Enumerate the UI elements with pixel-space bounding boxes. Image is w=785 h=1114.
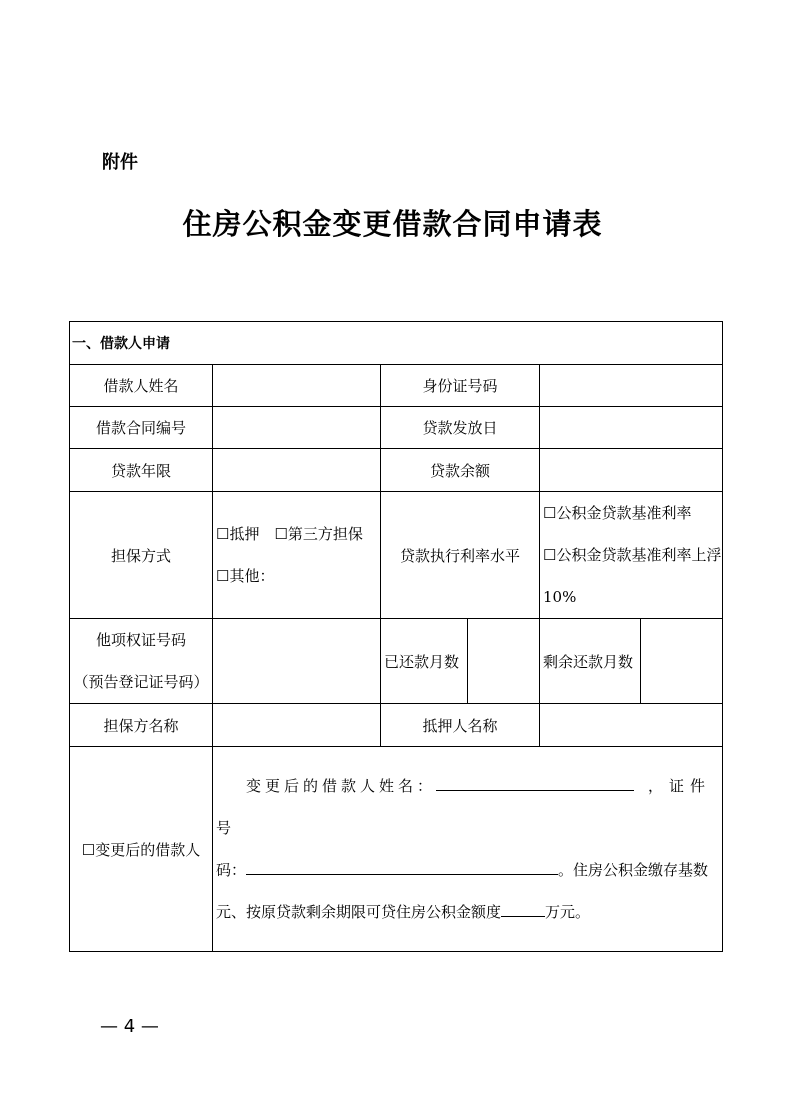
- page-number: — 4 —: [100, 1016, 159, 1037]
- mortgagor-name-label: 抵押人名称: [381, 704, 540, 747]
- id-number-prefix: ，证件号: [216, 777, 712, 837]
- certificate-number-label-line1: 他项权证号码: [95, 631, 186, 649]
- rate-option-base-plus-10[interactable]: ☐公积金贷款基准利率上浮10%: [543, 546, 722, 606]
- loan-balance-label: 贷款余额: [381, 449, 540, 492]
- changed-borrower-details: [213, 747, 723, 952]
- guarantor-name-label: 担保方名称: [70, 704, 213, 747]
- id-number-label: 身份证号码: [381, 365, 540, 407]
- remaining-months-label: 剩余还款月数: [540, 619, 641, 704]
- repaid-months-label: 已还款月数: [381, 619, 468, 704]
- loan-issue-date-label: 贷款发放日: [381, 407, 540, 449]
- guarantee-option-other[interactable]: ☐其他：: [216, 567, 275, 585]
- loan-balance-field[interactable]: [540, 449, 723, 492]
- borrower-name-label: 借款人姓名: [70, 365, 213, 407]
- repaid-months-field[interactable]: [468, 619, 540, 704]
- guarantee-method-options[interactable]: [213, 492, 381, 619]
- section-heading-borrower-application: 一、借款人申请: [70, 322, 723, 365]
- fund-base-label: 。住房公积金缴存基数: [558, 861, 709, 879]
- id-number-field[interactable]: [540, 365, 723, 407]
- contract-number-field[interactable]: [213, 407, 381, 449]
- certificate-number-label-line2: （预告登记证号码）: [73, 673, 209, 691]
- guarantee-option-mortgage-thirdparty[interactable]: ☐抵押 ☐第三方担保: [216, 525, 363, 543]
- loan-rate-level-label: 贷款执行利率水平: [381, 492, 540, 619]
- borrower-name-field[interactable]: [213, 365, 381, 407]
- loan-quota-blank[interactable]: [501, 900, 545, 917]
- new-id-number-blank[interactable]: [246, 858, 558, 875]
- new-borrower-name-label: 变更后的借款人姓名：: [246, 777, 437, 795]
- guarantee-method-label: 担保方式: [70, 492, 213, 619]
- application-form-table: [69, 321, 723, 952]
- loan-issue-date-field[interactable]: [540, 407, 723, 449]
- page-title: 住房公积金变更借款合同申请表: [182, 207, 603, 241]
- attachment-label: 附件: [102, 152, 138, 173]
- quota-unit: 万元。: [545, 903, 591, 921]
- remaining-months-field[interactable]: [641, 619, 723, 704]
- loan-quota-label: 元、按原贷款剩余期限可贷住房公积金额度: [216, 903, 502, 921]
- id-number-suffix: 码：: [216, 861, 247, 879]
- mortgagor-name-field[interactable]: [540, 704, 723, 747]
- changed-borrower-checkbox-label[interactable]: ☐变更后的借款人: [70, 747, 213, 952]
- loan-rate-options[interactable]: [540, 492, 723, 619]
- certificate-number-label: [70, 619, 213, 704]
- contract-number-label: 借款合同编号: [70, 407, 213, 449]
- rate-option-base[interactable]: ☐公积金贷款基准利率: [543, 504, 692, 522]
- certificate-number-field[interactable]: [213, 619, 381, 704]
- new-borrower-name-blank[interactable]: [436, 774, 634, 791]
- loan-term-label: 贷款年限: [70, 449, 213, 492]
- loan-term-field[interactable]: [213, 449, 381, 492]
- guarantor-name-field[interactable]: [213, 704, 381, 747]
